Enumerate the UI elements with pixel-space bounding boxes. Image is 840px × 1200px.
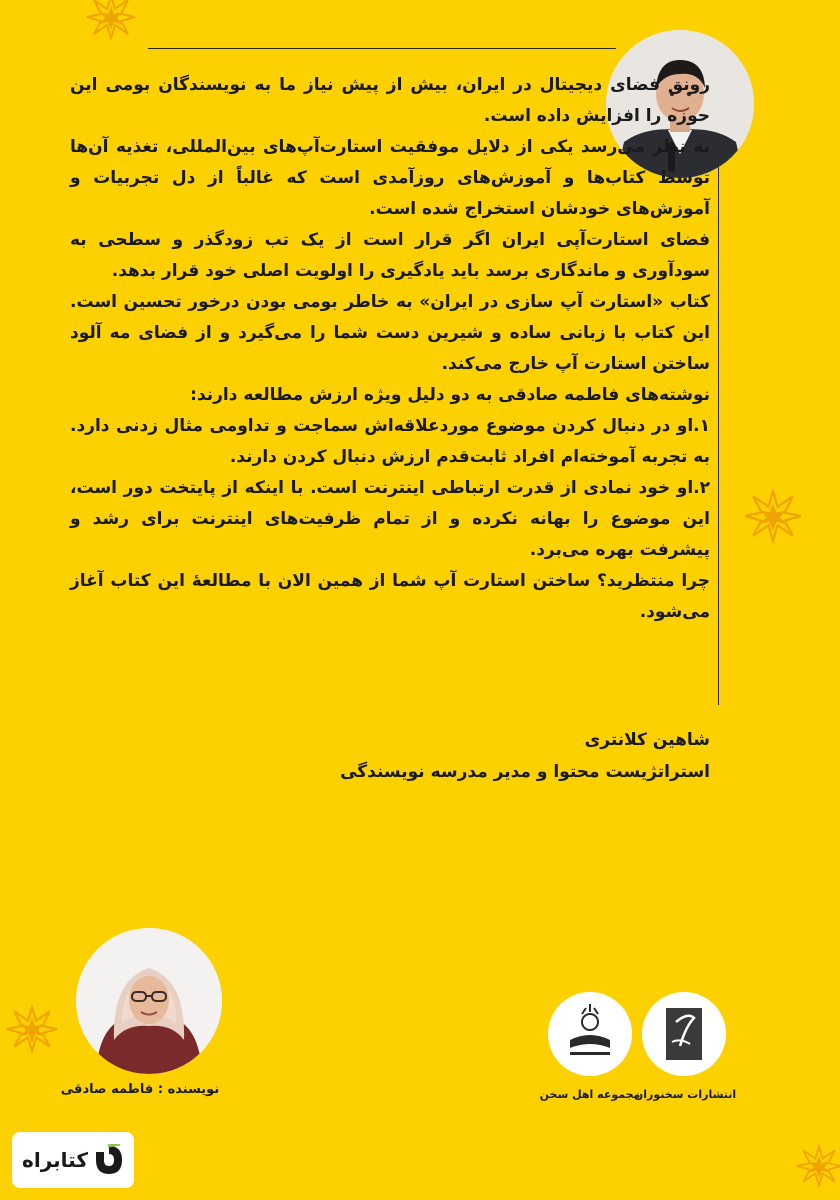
list-item: ۲.او خود نمادی از قدرت ارتباطی اینترنت است. با اینکه از پایتخت دور است، این موضوع را بهانه نکرده و از تمام ظرفیت‌های اینترنت برای رشد و پیشرفت بهره می‌برد. xyxy=(70,478,710,560)
top-divider xyxy=(148,48,616,49)
paragraph: کتاب «استارت آپ سازی در ایران» به خاطر بومی بودن درخور تحسین است. این کتاب با زبانی ساده و شیرین دست شما را می‌گیرد و از فضای مه آلود ساختن استارت آپ خارج می‌کند. xyxy=(70,292,710,374)
sokhanvaran-caption: انتشارات سخنوران xyxy=(633,1088,737,1101)
sokhanvaran-logo xyxy=(642,992,726,1076)
endorsement-text xyxy=(70,70,710,628)
paragraph: نوشته‌های فاطمه صادقی به دو دلیل ویژه ارزش مطالعه دارند: xyxy=(190,385,710,405)
starburst-icon xyxy=(796,1136,840,1196)
ketabrah-logo-icon xyxy=(94,1144,124,1176)
signature-title: استراتژیست محتوا و مدیر مدرسه نویسندگی xyxy=(340,762,710,782)
ahl-sokhan-logo xyxy=(548,992,632,1076)
author-caption: نویسنده : فاطمه صادقی xyxy=(60,1082,220,1097)
author-photo xyxy=(76,928,222,1074)
starburst-icon xyxy=(6,1004,58,1054)
starburst-icon xyxy=(86,0,136,40)
ketabrah-badge[interactable] xyxy=(12,1132,134,1188)
paragraph: به نظر می‌رسد یکی از دلایل موفقیت استارت‌آپ‌های بین‌المللی، تغذیه آن‌ها توسط کتاب‌ها و آموزش‌های روزآمدی است که غالباً از دل تجربیات و آموزش‌های خودشان استخراج شده است. xyxy=(70,137,710,219)
starburst-icon xyxy=(744,488,802,544)
paragraph: فضای استارت‌آپی ایران اگر قرار است از یک تب زودگذر و سطحی به سودآوری و ماندگاری برسد باید یادگیری را اولویت اصلی خود قرار بدهد. xyxy=(70,230,710,281)
paragraph: چرا منتظرید؟ ساختن استارت آپ شما از همین الان با مطالعهٔ این کتاب آغاز می‌شود. xyxy=(70,571,710,622)
side-divider xyxy=(718,165,719,705)
signature-name: شاهین کلانتری xyxy=(584,730,710,750)
list-item: ۱.او در دنبال کردن موضوع موردعلاقه‌اش سماجت و تداومی مثال زدنی دارد. به تجربه آموخته‌ام افراد ثابت‌قدم ارزش دنبال کردن دارند. xyxy=(70,416,710,467)
paragraph: رونق فضای دیجیتال در ایران، بیش از پیش نیاز ما به نویسندگان بومی این حوزه را افزایش داده است. xyxy=(70,75,710,126)
signature xyxy=(70,724,710,788)
ahl-sokhan-caption: مجموعه اهل سخن xyxy=(539,1088,641,1101)
ketabrah-label: کتابراه xyxy=(22,1148,88,1172)
